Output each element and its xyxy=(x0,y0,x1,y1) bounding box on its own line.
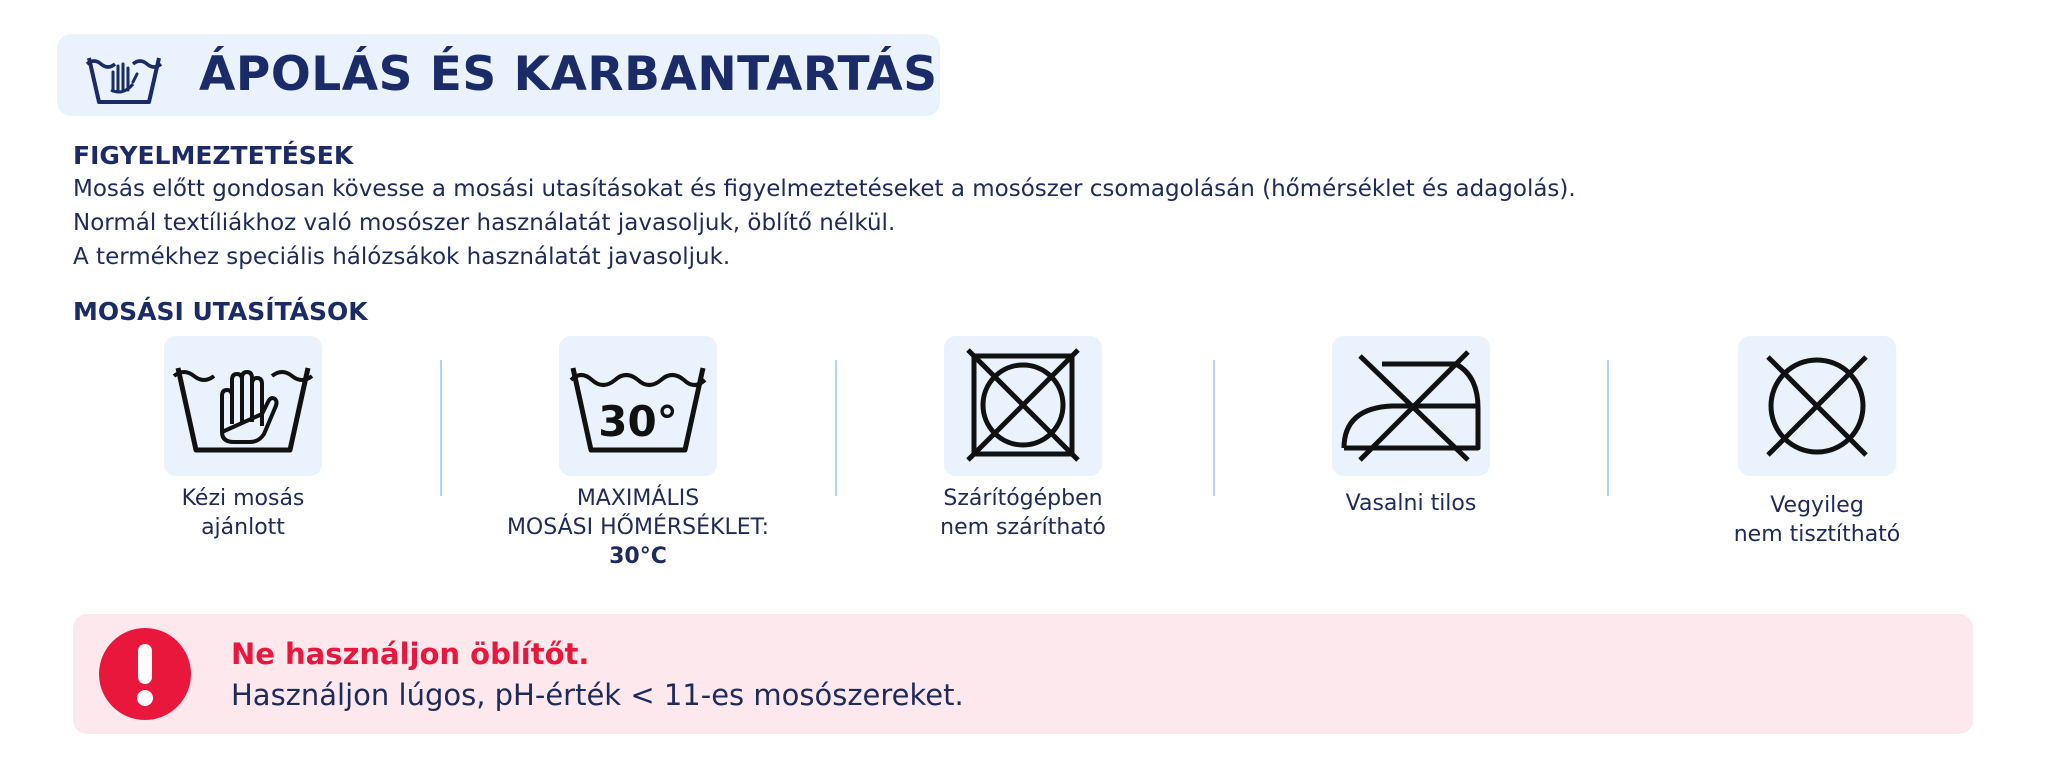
instructions-title: MOSÁSI UTASÍTÁSOK xyxy=(73,297,368,326)
caption-line: Vegyileg xyxy=(1770,493,1864,518)
no-tumble-dry-caption xyxy=(863,484,1183,542)
care-symbol-no-tumble-dry xyxy=(944,336,1102,476)
caption-line: MAXIMÁLIS xyxy=(576,486,700,511)
hand-wash-icon xyxy=(164,336,322,476)
no-iron-caption xyxy=(1251,489,1571,518)
wash-temp-caption xyxy=(478,484,798,571)
warnings-text xyxy=(73,172,1576,274)
divider xyxy=(1607,360,1609,496)
no-tumble-dry-icon xyxy=(944,336,1102,476)
care-symbol-hand-wash xyxy=(164,336,322,476)
exclamation-icon xyxy=(99,628,191,720)
alert-text: Használjon lúgos, pH-érték < 11-es mosószereket. xyxy=(231,678,964,712)
handwash-basin-icon xyxy=(83,44,165,108)
caption-line: MOSÁSI HŐMÉRSÉKLET: xyxy=(506,515,770,540)
divider xyxy=(1213,360,1215,496)
page-title: ÁPOLÁS ÉS KARBANTARTÁS xyxy=(199,47,938,102)
warning-line: A termékhez speciális hálózsákok használatát javasoljuk. xyxy=(73,244,731,270)
caption-line: nem szárítható xyxy=(940,515,1106,540)
alert-title: Ne használjon öblítőt. xyxy=(231,637,590,671)
caption-temperature: 30°C xyxy=(609,544,667,569)
alert-box xyxy=(73,614,1973,734)
warning-line: Mosás előtt gondosan kövesse a mosási utasításokat és figyelmeztetéseket a mosószer csomagolásán (hőmérséklet és adagolás). xyxy=(73,176,1576,202)
hand-wash-caption xyxy=(83,484,403,542)
warnings-title: FIGYELMEZTETÉSEK xyxy=(73,141,354,170)
caption-line: ajánlott xyxy=(201,515,285,540)
divider xyxy=(835,360,837,496)
no-iron-icon xyxy=(1332,336,1490,476)
care-symbol-no-iron xyxy=(1332,336,1490,476)
no-dry-clean-caption xyxy=(1657,491,1977,549)
no-dry-clean-icon xyxy=(1738,336,1896,476)
caption-line: Szárítógépben xyxy=(943,486,1103,511)
warning-line: Normál textíliákhoz való mosószer használatát javasoljuk, öblítő nélkül. xyxy=(73,210,896,236)
care-symbol-wash-30 xyxy=(559,336,717,476)
divider xyxy=(440,360,442,496)
caption-line: Kézi mosás xyxy=(181,486,305,511)
wash-temp-symbol: 30° xyxy=(598,397,678,446)
header-banner xyxy=(57,34,940,116)
care-symbol-no-dry-clean xyxy=(1738,336,1896,476)
caption-line: nem tisztítható xyxy=(1733,522,1901,547)
wash-30-icon xyxy=(559,336,717,476)
caption-line: Vasalni tilos xyxy=(1345,491,1477,516)
